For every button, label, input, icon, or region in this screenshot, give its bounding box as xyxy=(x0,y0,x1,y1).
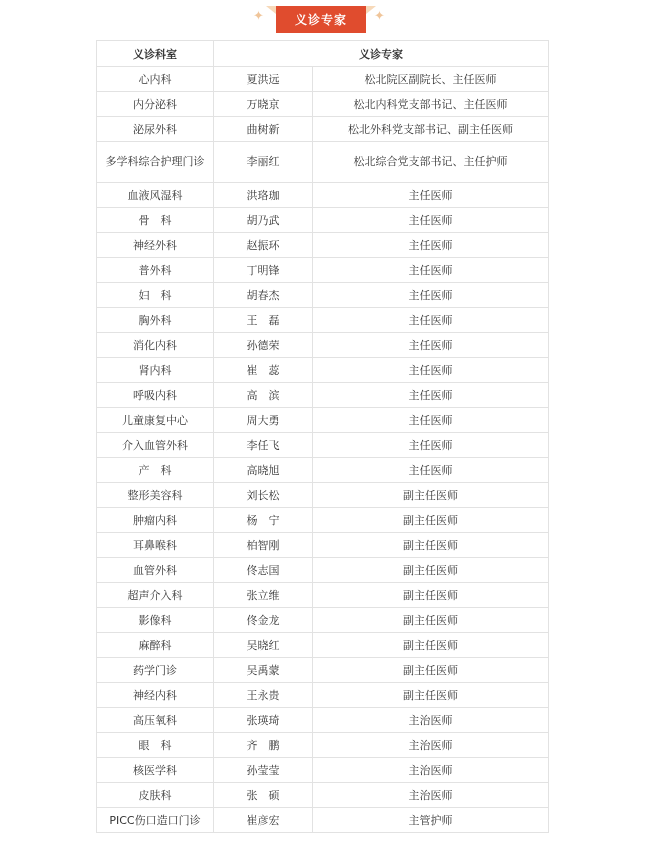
expert-title-cell: 主任医师 xyxy=(313,308,549,333)
department-cell: 神经外科 xyxy=(97,233,214,258)
expert-title-cell: 主任医师 xyxy=(313,233,549,258)
header-expert: 义诊专家 xyxy=(214,41,549,67)
expert-title-cell: 主任医师 xyxy=(313,333,549,358)
expert-title-cell: 副主任医师 xyxy=(313,483,549,508)
expert-name-cell: 高晓旭 xyxy=(214,458,313,483)
table-row xyxy=(97,508,549,533)
table-row xyxy=(97,733,549,758)
expert-title-cell: 副主任医师 xyxy=(313,533,549,558)
expert-name-cell: 洪珞珈 xyxy=(214,183,313,208)
table-row xyxy=(97,558,549,583)
expert-name-cell: 张瑛琦 xyxy=(214,708,313,733)
star-icon: ✦ xyxy=(253,9,264,24)
department-cell: 肾内科 xyxy=(97,358,214,383)
expert-title-cell: 主治医师 xyxy=(313,733,549,758)
expert-name-cell: 佟金龙 xyxy=(214,608,313,633)
department-cell: 胸外科 xyxy=(97,308,214,333)
department-cell: 骨 科 xyxy=(97,208,214,233)
expert-title-cell: 松北内科党支部书记、主任医师 xyxy=(313,92,549,117)
table-row xyxy=(97,308,549,333)
table-row xyxy=(97,433,549,458)
expert-name-cell: 齐 鹏 xyxy=(214,733,313,758)
table-row xyxy=(97,483,549,508)
expert-name-cell: 丁明锋 xyxy=(214,258,313,283)
expert-name-cell: 李丽红 xyxy=(214,142,313,183)
table-row xyxy=(97,658,549,683)
expert-name-cell: 高 滨 xyxy=(214,383,313,408)
department-cell: 皮肤科 xyxy=(97,783,214,808)
expert-title-cell: 主任医师 xyxy=(313,283,549,308)
table-row xyxy=(97,683,549,708)
expert-title-cell: 松北院区副院长、主任医师 xyxy=(313,67,549,92)
expert-name-cell: 刘长松 xyxy=(214,483,313,508)
department-cell: 普外科 xyxy=(97,258,214,283)
department-cell: 眼 科 xyxy=(97,733,214,758)
expert-title-cell: 主任医师 xyxy=(313,433,549,458)
expert-title-cell: 主治医师 xyxy=(313,783,549,808)
expert-title-cell: 松北综合党支部书记、主任护师 xyxy=(313,142,549,183)
expert-name-cell: 胡春杰 xyxy=(214,283,313,308)
expert-name-cell: 王 磊 xyxy=(214,308,313,333)
table-row xyxy=(97,783,549,808)
header-department: 义诊科室 xyxy=(97,41,214,67)
department-cell: 内分泌科 xyxy=(97,92,214,117)
expert-name-cell: 张 硕 xyxy=(214,783,313,808)
expert-title-cell: 副主任医师 xyxy=(313,608,549,633)
department-cell: 药学门诊 xyxy=(97,658,214,683)
table-row xyxy=(97,533,549,558)
expert-name-cell: 佟志国 xyxy=(214,558,313,583)
department-cell: 高压氧科 xyxy=(97,708,214,733)
expert-name-cell: 张立维 xyxy=(214,583,313,608)
expert-name-cell: 孙德荣 xyxy=(214,333,313,358)
table-row xyxy=(97,142,549,183)
expert-name-cell: 吴晓红 xyxy=(214,633,313,658)
expert-name-cell: 王永贵 xyxy=(214,683,313,708)
table-body xyxy=(97,67,549,833)
table-row xyxy=(97,408,549,433)
header-banner xyxy=(0,0,646,36)
department-cell: 心内科 xyxy=(97,67,214,92)
department-cell: 核医学科 xyxy=(97,758,214,783)
table-row xyxy=(97,233,549,258)
expert-name-cell: 赵振环 xyxy=(214,233,313,258)
expert-title-cell: 主任医师 xyxy=(313,458,549,483)
expert-name-cell: 夏洪远 xyxy=(214,67,313,92)
expert-name-cell: 孙莹莹 xyxy=(214,758,313,783)
table-row xyxy=(97,258,549,283)
expert-title-cell: 主任医师 xyxy=(313,208,549,233)
expert-name-cell: 崔彦宏 xyxy=(214,808,313,833)
department-cell: 消化内科 xyxy=(97,333,214,358)
department-cell: 儿童康复中心 xyxy=(97,408,214,433)
ribbon-fold-left xyxy=(266,6,276,14)
expert-title-cell: 副主任医师 xyxy=(313,633,549,658)
table-row xyxy=(97,283,549,308)
department-cell: 介入血管外科 xyxy=(97,433,214,458)
table-row xyxy=(97,583,549,608)
expert-name-cell: 崔 蕊 xyxy=(214,358,313,383)
department-cell: 肿瘤内科 xyxy=(97,508,214,533)
expert-schedule-table xyxy=(96,40,549,833)
table-row xyxy=(97,383,549,408)
department-cell: 泌尿外科 xyxy=(97,117,214,142)
expert-title-cell: 主任医师 xyxy=(313,358,549,383)
banner-title: 义诊专家 xyxy=(276,6,366,33)
department-cell: 影像科 xyxy=(97,608,214,633)
expert-name-cell: 柏智刚 xyxy=(214,533,313,558)
table-row xyxy=(97,67,549,92)
department-cell: 麻醉科 xyxy=(97,633,214,658)
expert-title-cell: 松北外科党支部书记、副主任医师 xyxy=(313,117,549,142)
table-row xyxy=(97,708,549,733)
expert-title-cell: 主治医师 xyxy=(313,708,549,733)
expert-title-cell: 副主任医师 xyxy=(313,583,549,608)
expert-title-cell: 主任医师 xyxy=(313,408,549,433)
table-row xyxy=(97,117,549,142)
expert-name-cell: 胡乃武 xyxy=(214,208,313,233)
department-cell: 超声介入科 xyxy=(97,583,214,608)
department-cell: 整形美容科 xyxy=(97,483,214,508)
expert-title-cell: 主任医师 xyxy=(313,258,549,283)
department-cell: 血管外科 xyxy=(97,558,214,583)
table-row xyxy=(97,808,549,833)
table-row xyxy=(97,608,549,633)
expert-title-cell: 主治医师 xyxy=(313,758,549,783)
expert-title-cell: 副主任医师 xyxy=(313,658,549,683)
expert-title-cell: 主任医师 xyxy=(313,183,549,208)
expert-name-cell: 吴禹蒙 xyxy=(214,658,313,683)
expert-name-cell: 李任飞 xyxy=(214,433,313,458)
department-cell: 多学科综合护理门诊 xyxy=(97,142,214,183)
expert-title-cell: 副主任医师 xyxy=(313,558,549,583)
expert-name-cell: 万晓京 xyxy=(214,92,313,117)
department-cell: 耳鼻喉科 xyxy=(97,533,214,558)
expert-name-cell: 杨 宁 xyxy=(214,508,313,533)
table-row xyxy=(97,333,549,358)
department-cell: 呼吸内科 xyxy=(97,383,214,408)
department-cell: 神经内科 xyxy=(97,683,214,708)
expert-title-cell: 副主任医师 xyxy=(313,508,549,533)
department-cell: 产 科 xyxy=(97,458,214,483)
table-row xyxy=(97,183,549,208)
expert-name-cell: 曲树新 xyxy=(214,117,313,142)
table-row xyxy=(97,458,549,483)
department-cell: PICC伤口造口门诊 xyxy=(97,808,214,833)
expert-title-cell: 主任医师 xyxy=(313,383,549,408)
department-cell: 血液风湿科 xyxy=(97,183,214,208)
table-row xyxy=(97,633,549,658)
table-header-row xyxy=(97,41,549,67)
table-row xyxy=(97,208,549,233)
expert-name-cell: 周大勇 xyxy=(214,408,313,433)
expert-title-cell: 副主任医师 xyxy=(313,683,549,708)
expert-title-cell: 主管护师 xyxy=(313,808,549,833)
table-row xyxy=(97,758,549,783)
table-row xyxy=(97,358,549,383)
star-icon: ✦ xyxy=(374,9,385,24)
department-cell: 妇 科 xyxy=(97,283,214,308)
table-row xyxy=(97,92,549,117)
